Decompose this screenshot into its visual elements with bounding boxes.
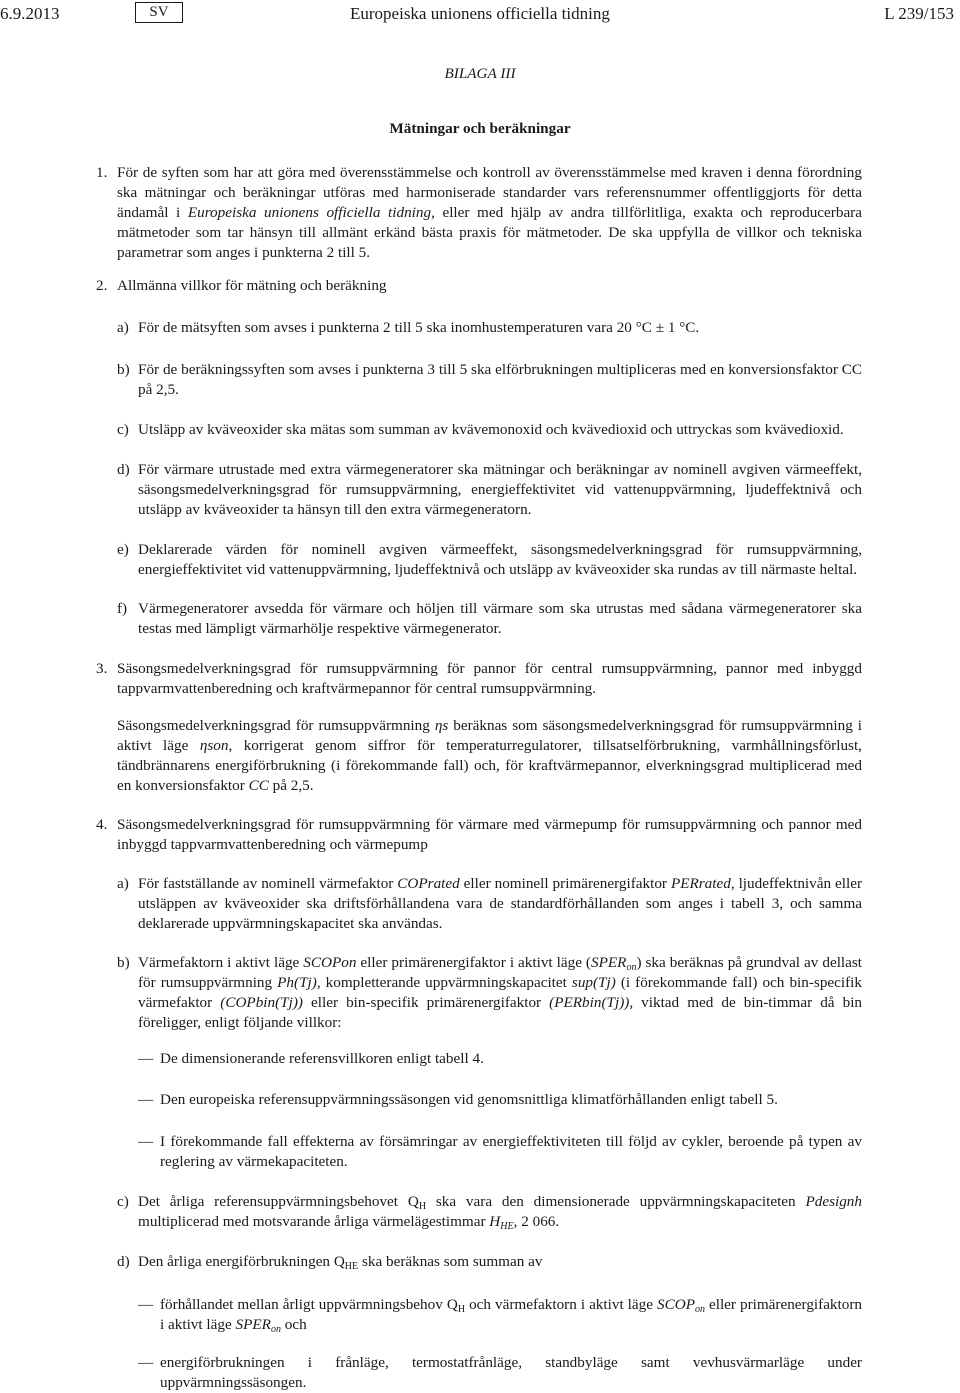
item-4b-dash-2: Den europeiska referensuppvärmningssäsongen vid genomsnittliga klimatförhållanden enligt tabell 5.: [160, 1091, 778, 1108]
qh-sub-2: H: [457, 1304, 466, 1315]
section-4-text: Säsongsmedelverkningsgrad för rumsuppvärmning för värmare med värmepump för rumsuppvärmning och pannor med inbyggd tappvarmvattenberedning och värmepump: [117, 816, 862, 853]
sper-2: SPER: [235, 1316, 271, 1333]
s4-b-1: Värmefaktorn i aktivt läge: [138, 954, 304, 971]
dash-marker: —: [138, 1354, 154, 1371]
section-1-text-b: , eller med hjälp av andra tillförlitliga, exakta och reproducerbara mätmetoder som tar hänsyn till allmänt erkänd bästa praxis för mätmetoder. De ska uppfylla de villkor och tekniska parametrar som anges i punkterna 2 till 5.: [117, 204, 862, 261]
language-badge: SV: [135, 2, 183, 23]
section-3-number: 3.: [96, 660, 108, 677]
section-1-paragraph: [117, 163, 862, 263]
item-4b-label: b): [117, 954, 130, 971]
s4-d-dash1-3: eller primärenergifaktorn i aktivt läge: [160, 1296, 862, 1333]
item-4c-text: [138, 1192, 862, 1232]
s4-a-1: För fastställande av nominell värmefaktor: [138, 875, 398, 892]
scopon: SCOPon: [303, 954, 357, 971]
s3-p2-d: på 2,5.: [268, 777, 314, 794]
s4-b-2: eller primärenergifaktor i aktivt läge (: [356, 954, 591, 971]
pdesignh: Pdesignh: [805, 1193, 862, 1210]
cc-symbol: CC: [248, 777, 269, 794]
item-2e-label: e): [117, 541, 129, 558]
s3-p2-a: Säsongsmedelverkningsgrad för rumsuppvärmning: [117, 717, 435, 734]
s4-b-6: eller bin-specifik primärenergifaktor: [302, 994, 550, 1011]
dash-marker: —: [138, 1091, 154, 1108]
item-2b-text: För de beräkningssyften som avses i punkterna 3 till 5 ska elförbrukningen multipliceras med en konversionsfaktor CC på 2,5.: [138, 361, 862, 398]
item-2d-label: d): [117, 461, 130, 478]
s4-d-1: Den årliga energiförbrukningen Q: [138, 1253, 345, 1270]
h-he-sub: HE: [500, 1221, 514, 1232]
item-2c-label: c): [117, 421, 129, 438]
scop: SCOP: [657, 1296, 695, 1313]
page-reference: L 239/153: [884, 4, 954, 23]
s4-c-4: , 2 066.: [513, 1213, 560, 1230]
s4-a-3: , ljudeffektnivån eller utsläppen av kväveoxider ska driftsförhållandena vara de standardförhållanden som anges i tabell 3, och samma deklarerade uppvärmningskapacitet ska användas.: [138, 875, 863, 932]
item-2f-label: f): [117, 600, 128, 617]
s4-b-5: (i förekommande fall) och bin-specifik värmefaktor: [138, 974, 862, 1011]
section-4-number: 4.: [96, 816, 108, 833]
h-he: H: [489, 1213, 501, 1230]
sper-sub: on: [626, 962, 637, 973]
sper: SPER: [591, 954, 627, 971]
item-4d-dash-2: energiförbrukningen i frånläge, termostatfrånläge, standbyläge samt vevhusvärmarläge under uppvärmningssäsongen.: [160, 1354, 862, 1391]
s4-d-dash1-4: och: [280, 1316, 307, 1333]
section-3-text: Säsongsmedelverkningsgrad för rumsuppvärmning för pannor för central rumsuppvärmning, pannor med inbyggd tappvarmvattenberedning och kraftvärmepannor för central rumsuppvärmning.: [117, 660, 862, 697]
qhe-sub: HE: [344, 1261, 359, 1272]
ph-tj: Ph(Tj): [277, 974, 317, 991]
item-4d-dash-1: [160, 1295, 862, 1335]
item-4d-text: [138, 1252, 862, 1272]
section-1-text-a: För de syften som har att göra med överensstämmelse och kontroll av överensstämmelse med kraven i denna förordning ska mätningar och beräkningar utföras med harmoniserade standarder vars referensnummer offentliggjorts för detta ändamål i: [117, 164, 862, 221]
item-4c-label: c): [117, 1193, 129, 1210]
s4-b-4: , kompletterande uppvärmningskapacitet: [316, 974, 572, 991]
item-2a-text: För de mätsyften som avses i punkterna 2 till 5 ska inomhustemperaturen vara 20 °C ± 1 °C.: [138, 319, 700, 336]
journal-title: Europeiska unionens officiella tidning: [350, 4, 610, 23]
eta-s: ηs: [434, 717, 449, 734]
item-4b-text: [138, 953, 862, 1033]
item-2d-text: För värmare utrustade med extra värmegeneratorer ska mätningar och beräkningar av nominell avgiven värmeeffekt, säsongsmedelverkningsgrad för rumsuppvärmning, energieffektivitet vid vattenuppvärmning, ljudeffektnivå och utsläpp av kväveoxider ta hänsyn till den extra värmegeneratorn.: [138, 461, 862, 518]
page-header: [0, 2, 960, 28]
item-2f-text: Värmegeneratorer avsedda för värmare och höljen till värmare som ska utrustas med sådana värmegeneratorer ska testas med lämpligt värmarhölje respektive värmegenerator.: [138, 600, 862, 637]
item-4b-dash-1: De dimensionerande referensvillkoren enligt tabell 4.: [160, 1050, 484, 1067]
dash-marker: —: [138, 1050, 154, 1067]
s4-c-3: multiplicerad med motsvarande årliga värmelägestimmar: [138, 1213, 490, 1230]
qh-sub: H: [418, 1201, 427, 1212]
item-4a-label: a): [117, 875, 129, 892]
item-4d-label: d): [117, 1253, 130, 1270]
perrated: PERrated: [670, 875, 731, 892]
section-3-paragraph-2: [117, 716, 862, 796]
s4-c-1: Det årliga referensuppvärmningsbehovet Q: [138, 1193, 419, 1210]
s3-p2-b: beräknas som säsongsmedelverkningsgrad för rumsuppvärmning i aktivt läge: [117, 717, 862, 754]
scop-sub: on: [694, 1304, 705, 1315]
perbin: (PERbin(Tj)): [549, 994, 630, 1011]
s4-d-dash1-2: och värmefaktorn i aktivt läge: [465, 1296, 657, 1313]
s4-b-7: , viktad med de bin-timmar då bin föreligger, enligt följande villkor:: [138, 994, 863, 1031]
sper-sub-2: on: [270, 1324, 281, 1335]
s4-a-2: eller nominell primärenergifaktor: [459, 875, 671, 892]
annex-label: BILAGA III: [444, 65, 516, 82]
journal-reference: Europeiska unionens officiella tidning: [187, 204, 432, 221]
item-2c-text: Utsläpp av kväveoxider ska mätas som summan av kvävemonoxid och kvävedioxid och uttryckas som kvävedioxid.: [138, 421, 844, 438]
s4-c-2: ska vara den dimensionerade uppvärmningskapaciteten: [426, 1193, 806, 1210]
section-2-number: 2.: [96, 277, 108, 294]
sup-tj: sup(Tj): [571, 974, 616, 991]
s4-d-dash1-1: förhållandet mellan årligt uppvärmningsbehov Q: [160, 1296, 458, 1313]
s4-b-3: ) ska beräknas på grundval av dellast för rumsuppvärmning: [138, 954, 863, 991]
dash-marker: —: [138, 1133, 154, 1150]
item-2e-text: Deklarerade värden för nominell avgiven värmeeffekt, säsongsmedelverkningsgrad för rumsuppvärmning, energieffektivitet vid vattenuppvärmning, ljudeffektnivå och utsläpp av kväveoxider ska rundas av till närmaste heltal.: [138, 541, 862, 578]
publication-date: 6.9.2013: [0, 4, 60, 23]
dash-marker: —: [138, 1296, 154, 1313]
copbin: (COPbin(Tj)): [220, 994, 303, 1011]
item-4a-text: [138, 874, 862, 934]
item-4b-dash-3: I förekommande fall effekterna av försämringar av energieffektiviteten till följd av cykler, beroende på typen av reglering av värmekapaciteten.: [160, 1133, 862, 1170]
s4-d-2: ska beräknas som summan av: [358, 1253, 543, 1270]
section-1-number: 1.: [96, 164, 108, 181]
item-2a-label: a): [117, 319, 129, 336]
coprated: COPrated: [397, 875, 460, 892]
item-2b-label: b): [117, 361, 130, 378]
eta-son: ηson: [199, 737, 229, 754]
s3-p2-c: , korrigerat genom siffror för temperaturregulatorer, tillsatselförbrukning, varmhållningsförlust, tändbrännarens energiförbrukning (i förekommande fall) och, för kraftvärmepannor, elverkningsgrad multiplicerad med en konversionsfaktor: [117, 737, 862, 794]
section-2-heading: Allmänna villkor för mätning och beräkning: [117, 277, 387, 294]
page-title: Mätningar och beräkningar: [389, 120, 571, 137]
